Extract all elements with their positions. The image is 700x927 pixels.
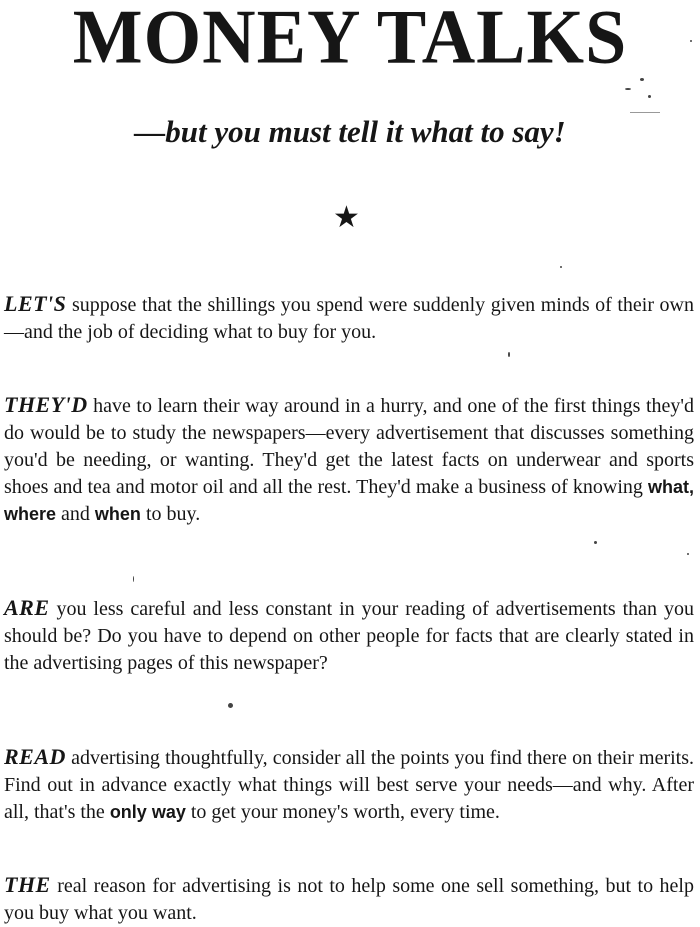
paragraph-text: suppose that the shillings you spend were suddenly given minds of their own—and the job of deciding what to buy for you. — [4, 294, 694, 343]
paragraph-text: advertising thoughtfully, consider all the points you find there on their merits. Find out in advance exactly what things will best serve your needs—and why. After all, that's the — [4, 747, 694, 823]
paragraph-the — [4, 871, 694, 927]
paragraph-text: to buy. — [140, 503, 201, 525]
ink-speck — [560, 266, 562, 268]
paragraph-text: and — [56, 503, 95, 525]
headline: MONEY TALKS — [72, 0, 628, 81]
ink-speck — [690, 40, 692, 42]
emphasis-where: where — [4, 504, 57, 524]
paragraph-lead: LET'S — [4, 291, 67, 316]
paragraph-text: real reason for advertising is not to help some one sell something, but to help you buy what you want. — [4, 875, 694, 924]
paragraph-read — [4, 743, 694, 826]
ink-speck — [648, 95, 651, 98]
emphasis-only-way: only way — [109, 802, 186, 822]
star-icon: ★ — [333, 200, 360, 235]
ink-speck — [687, 553, 689, 555]
paragraph-lead: READ — [4, 744, 66, 769]
subheadline: —but you must tell it what to say! — [134, 114, 566, 149]
emphasis-when: when — [94, 504, 141, 524]
emphasis-what: what, — [647, 477, 694, 497]
paragraph-lead: THE — [4, 872, 51, 897]
paragraph-lead: THEY'D — [4, 392, 88, 417]
ink-speck — [625, 88, 631, 90]
paragraph-text: you less careful and less constant in your reading of advertisements than you should be? Do you have to depend on other people for facts that are clearly stated in the advertising pages of this newspaper? — [4, 598, 694, 674]
paragraph-are — [4, 594, 694, 677]
paragraph-theyd — [4, 391, 694, 528]
paragraph-text: have to learn their way around in a hurry, and one of the first things they'd do would be to study the newspapers—every advertisement that discusses something you'd be needing, or wanting. They'd get the latest facts on underwear and sports shoes and tea and motor oil and all the rest. They'd make a business of knowing — [4, 395, 694, 498]
paragraph-lets — [4, 290, 694, 346]
ink-speck — [228, 703, 233, 708]
ink-speck — [133, 576, 134, 582]
ink-speck — [508, 352, 510, 357]
paragraph-lead: ARE — [4, 595, 50, 620]
ink-speck — [594, 541, 597, 544]
paragraph-text: to get your money's worth, every time. — [185, 801, 500, 823]
ink-speck — [630, 112, 660, 113]
ink-speck — [640, 78, 644, 81]
